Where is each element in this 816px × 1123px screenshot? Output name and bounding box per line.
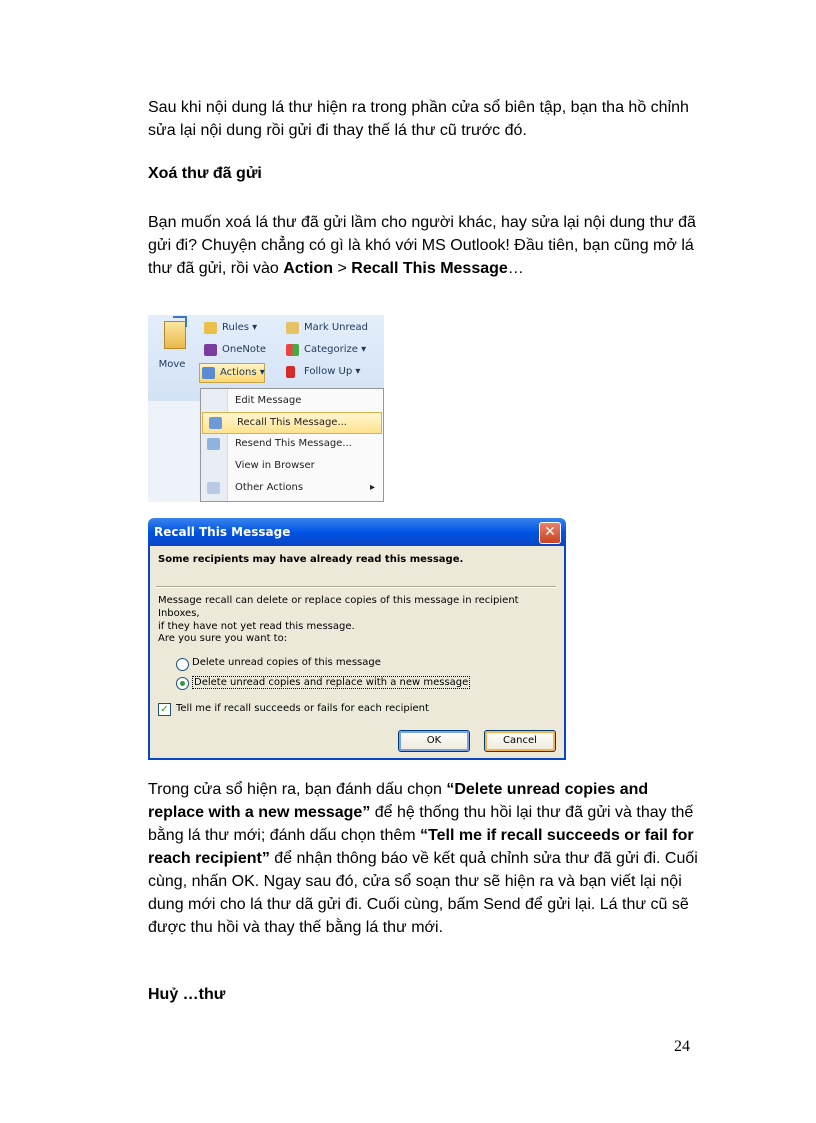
radio-delete-replace[interactable] — [176, 677, 189, 690]
ok-button[interactable]: OK — [398, 730, 470, 752]
section-heading-delete-sent: Xoá thư đã gửi — [148, 165, 262, 182]
paragraph-delete-instructions — [148, 211, 708, 280]
mark-unread-label: Mark Unread — [304, 322, 369, 333]
p2-text-start: Bạn muốn xoá lá thư đã gửi lầm cho người khác, hay sửa lại nội dung thư đã gửi đi? Chuyện chẳng có gì là khó với MS Outlook! Đầu tiên, bạn cũng mở lá thư đã gửi, rồi vào — [148, 214, 696, 277]
categorize-button[interactable] — [284, 341, 366, 359]
recall-icon — [209, 417, 222, 429]
edit-message-label: Edit Message — [235, 395, 302, 406]
submenu-arrow-icon: ▸ — [369, 482, 375, 493]
mark-unread-button[interactable] — [284, 319, 368, 337]
p3-option-bold: “Delete unread copies and replace with a new message” — [148, 781, 649, 821]
section-heading-cancel: Huỷ …thư — [148, 986, 226, 1003]
p3-a: Trong cửa sổ hiện ra, bạn đánh dấu chọn — [148, 781, 447, 798]
cancel-button[interactable]: Cancel — [484, 730, 556, 752]
flag-icon — [286, 366, 295, 378]
p3-e: để nhận thông báo về kết quả chỉnh sửa thư đã gửi đi. Cuối cùng, nhấn OK. Ngay sau đó, cửa sổ soạn thư sẽ hiện ra và bạn viết lại nội dung mới cho lá thư dã gửi đi. Cuối cùng, bấm Send để gửi lại. Lá thư cũ sẽ được thu hồi và thay thế bằng lá thư mới. — [148, 850, 698, 936]
menu-item-edit-message[interactable] — [201, 391, 383, 411]
follow-up-label: Follow Up ▾ — [304, 366, 361, 377]
actions-label: Actions ▾ — [220, 367, 265, 378]
tell-me-checkbox[interactable]: ✓ — [158, 703, 171, 716]
menu-item-view-browser[interactable] — [201, 456, 383, 476]
categorize-icon — [286, 344, 299, 356]
radio-delete-unread-label[interactable]: Delete unread copies of this message — [192, 657, 381, 668]
dialog-titlebar — [148, 518, 566, 546]
radio-delete-unread[interactable] — [176, 658, 189, 671]
rules-button[interactable] — [202, 319, 257, 337]
move-button[interactable] — [152, 319, 192, 379]
dialog-separator — [156, 586, 556, 588]
dialog-body — [148, 546, 566, 760]
move-label: Move — [158, 359, 186, 370]
p2-end: … — [507, 260, 524, 277]
tell-me-checkbox-label[interactable]: Tell me if recall succeeds or fails for each recipient — [176, 703, 429, 714]
resend-message-label: Resend This Message... — [235, 438, 352, 449]
close-icon[interactable]: ✕ — [539, 522, 561, 544]
onenote-button[interactable] — [202, 341, 266, 359]
follow-up-button[interactable] — [284, 363, 360, 381]
dialog-description — [158, 594, 558, 633]
description-line-1: Message recall can delete or replace copies of this message in recipient Inboxes, — [158, 595, 519, 619]
dialog-title: Recall This Message — [154, 525, 291, 539]
actions-icon — [202, 367, 215, 379]
move-folder-icon — [164, 321, 186, 349]
resend-icon — [207, 438, 220, 450]
p2-gt: > — [333, 260, 352, 277]
actions-button[interactable] — [199, 363, 265, 383]
rules-label: Rules ▾ — [222, 322, 258, 333]
view-browser-label: View in Browser — [235, 460, 315, 471]
categorize-label: Categorize ▾ — [304, 344, 367, 355]
menu-item-recall-message[interactable] — [202, 412, 382, 434]
p2-action: Action — [283, 260, 334, 277]
other-actions-label: Other Actions — [235, 482, 304, 493]
p2-recall: Recall This Message — [351, 260, 508, 277]
menu-item-resend-message[interactable] — [201, 434, 383, 454]
rules-icon — [204, 322, 217, 334]
recall-message-label: Recall This Message... — [237, 417, 347, 428]
page-number: 24 — [674, 1038, 690, 1055]
onenote-icon — [204, 344, 217, 356]
recall-message-dialog — [148, 518, 566, 762]
description-line-2: if they have not yet read this message. — [158, 621, 355, 632]
p3-c: để hệ thống thu hồi lại thư đã gửi và thay thế bằng lá thư mới; đánh dấu chọn thêm — [148, 804, 694, 844]
menu-item-other-actions[interactable] — [201, 478, 383, 498]
other-actions-icon — [207, 482, 220, 494]
dialog-warning: Some recipients may have already read this message. — [158, 554, 464, 565]
onenote-label: OneNote — [222, 344, 267, 355]
dialog-question: Are you sure you want to: — [158, 633, 288, 644]
paragraph-recall-instructions — [148, 778, 708, 939]
actions-dropdown-menu — [200, 388, 384, 502]
ribbon-lower-panel — [148, 401, 200, 502]
outlook-ribbon-screenshot — [148, 315, 384, 502]
envelope-icon — [286, 322, 299, 334]
radio-delete-replace-label[interactable]: Delete unread copies and replace with a new message — [194, 677, 469, 688]
p3-checkbox-bold: “Tell me if recall succeeds or fail for reach recipient” — [148, 827, 694, 867]
paragraph-intro: Sau khi nội dung lá thư hiện ra trong phần cửa sổ biên tập, bạn tha hồ chỉnh sửa lại nội dung rồi gửi đi thay thế lá thư cũ trước đó. — [148, 99, 689, 139]
